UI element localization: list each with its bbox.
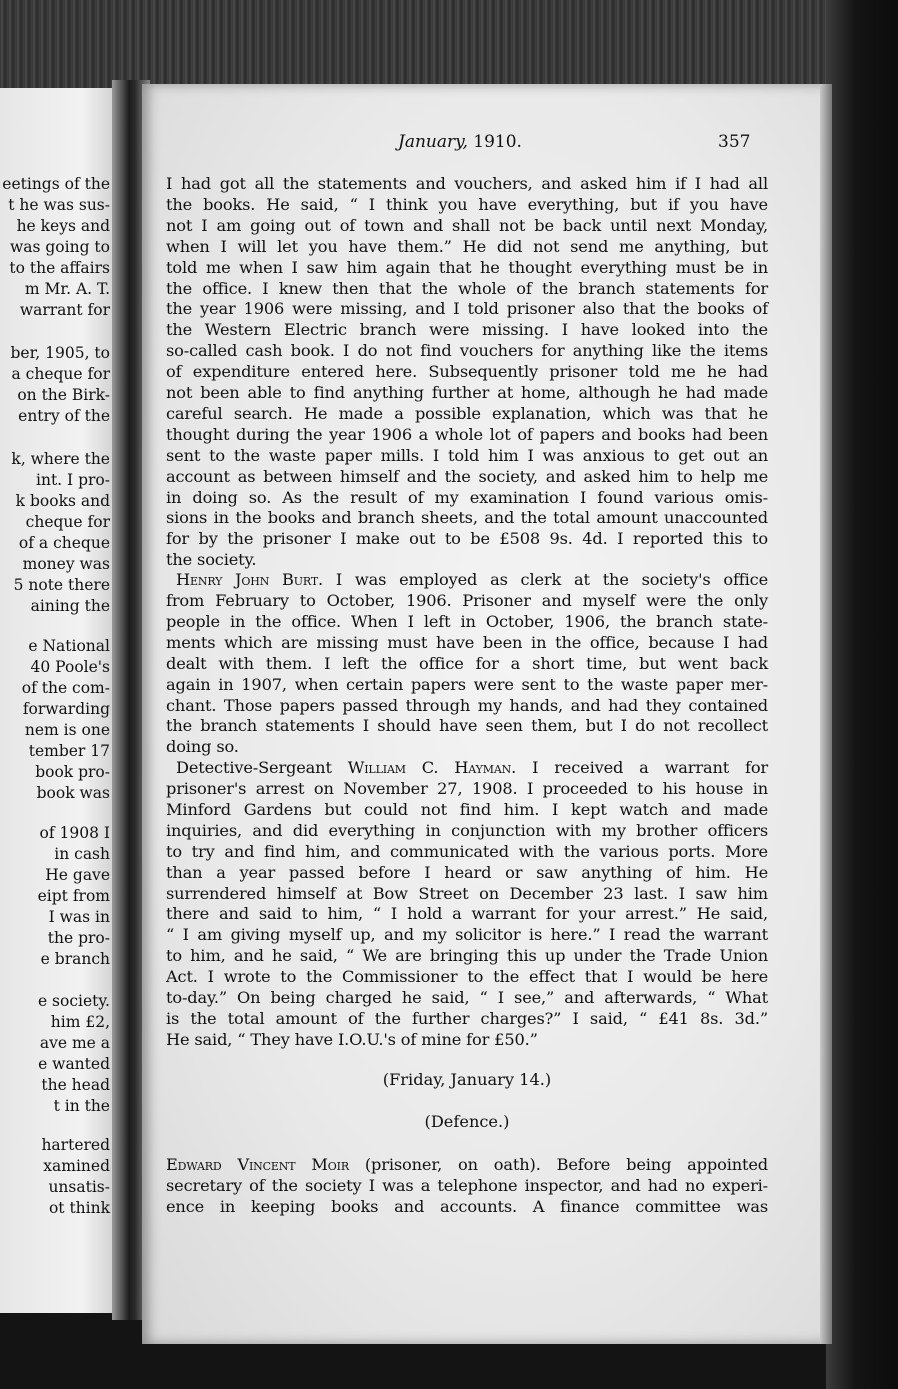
left-page-line: t in the	[53, 1097, 110, 1115]
left-page-line: in cash	[54, 845, 110, 863]
left-page-line: 40 Poole's	[30, 658, 110, 676]
left-page-line: of a cheque	[18, 534, 110, 552]
paragraph-lovett-line: thought during the year 1906 a whole lot of papers and books had been	[166, 424, 768, 444]
left-page-line: eipt from	[37, 887, 110, 905]
paragraph-lovett-line: of expenditure entered here. Subsequently prisoner told me he had	[166, 362, 768, 382]
paragraph-burt-first-line: Henry John Burt. I was employed as clerk at the society's office	[176, 570, 769, 589]
paragraph-lovett-line: I had got all the statements and vouchers, and asked him if I had all	[166, 174, 768, 193]
left-page-line: book pro-	[35, 763, 110, 781]
paragraph-hayman-line: there and said to him, “ I hold a warrant for your arrest.” He said,	[166, 904, 768, 924]
paragraph-lovett-line: account as between himself and the society, and asked him to help me	[166, 466, 768, 486]
paragraph-burt-line: people in the office. When I left in October, 1906, the branch state-	[166, 611, 768, 631]
paragraph-burt-line: doing so.	[166, 737, 239, 757]
left-page-line: k, where the	[11, 450, 110, 468]
paragraph-burt-line: chant. Those papers passed through my hands, and had they contained	[166, 695, 768, 715]
scan-background-right	[826, 0, 898, 1389]
left-page-line: warrant for	[19, 301, 110, 319]
page-edge	[820, 84, 832, 1344]
paragraph-burt-line: the branch statements I should have seen them, but I do not recollect	[166, 716, 768, 736]
left-page-line: entry of the	[18, 407, 110, 425]
paragraph-lovett-line: the year 1906 were missing, and I told prisoner also that the books of	[166, 299, 768, 319]
left-page-line: he keys and	[16, 217, 110, 235]
left-page-line: 5 note there	[13, 576, 110, 594]
paragraph-lovett-line: sions in the books and branch sheets, and the total amount unaccounted	[166, 508, 768, 528]
paragraph-lovett-line: the society.	[166, 550, 257, 570]
left-page-line: e branch	[40, 950, 110, 968]
paragraph-hayman-line: to try and find him, and communicated with the various ports. More	[166, 841, 768, 861]
paragraph-lovett-line: when I will let you have them.” He did not send me anything, but	[166, 236, 768, 256]
paragraph-burt-line: dealt with them. I left the office for a short time, but went back	[166, 653, 768, 673]
paragraph-burt-line: again in 1907, when certain papers were sent to the waste paper mer-	[166, 674, 768, 694]
left-page-line: a cheque for	[11, 365, 110, 383]
left-page-line: forwarding	[22, 700, 110, 718]
paragraph-lovett-line: the books. He said, “ I think you have everything, but if you have	[166, 194, 768, 214]
running-title	[398, 132, 522, 152]
paragraph-moir-line: ence in keeping books and accounts. A finance committee was	[166, 1196, 768, 1216]
left-page-line: He gave	[45, 866, 110, 884]
paragraph-lovett-line: not I am going out of town and shall not be back until next Monday,	[166, 215, 768, 235]
left-page-line: hartered	[41, 1136, 110, 1154]
paragraph-lovett-line: so-called cash book. I do not find vouchers for anything like the items	[166, 341, 768, 361]
speaker-moir: Edward Vincent Moir	[166, 1155, 349, 1174]
left-page-line: book was	[36, 784, 110, 802]
paragraph-lovett-line: in doing so. As the result of my examination I found various omis-	[166, 487, 768, 507]
paragraph-hayman-line: “ I am giving myself up, and my solicitor is here.” I read the warrant	[166, 925, 768, 945]
left-page-line: the head	[41, 1076, 110, 1094]
left-page-line: money was	[22, 555, 110, 573]
left-page-line: nem is one	[24, 721, 110, 739]
paragraph-hayman-line: Minford Gardens but could not find him. I kept watch and made	[166, 799, 768, 819]
running-title-year: 1910.	[473, 132, 522, 152]
left-page-line: ot think	[48, 1199, 110, 1217]
left-page-line: xamined	[43, 1157, 110, 1175]
left-page-line: eetings of the	[2, 175, 110, 193]
paragraph-hayman-line: than a year passed before I heard or saw anything of him. He	[166, 862, 768, 882]
left-page-line: t he was sus-	[8, 196, 110, 214]
left-page-fragment	[0, 88, 118, 1313]
paragraph-hayman-line: to-day.” On being charged he said, “ I see,” and afterwards, “ What	[166, 988, 768, 1007]
paragraph-hayman-line: He said, “ They have I.O.U.'s of mine for £50.”	[166, 1029, 538, 1049]
paragraph-moir-line: secretary of the society I was a telephone inspector, and had no experi-	[166, 1176, 768, 1195]
paragraph-hayman-line: is the total amount of the further charges?” I said, “ £41 8s. 3d.”	[166, 1008, 768, 1028]
left-page-line: was going to	[10, 238, 110, 256]
speaker-hayman: William C. Hayman.	[347, 758, 517, 777]
paragraph-hayman-first-line: Detective-Sergeant William C. Hayman. I received a warrant for	[176, 758, 769, 777]
paragraph-lovett-line: told me when I saw him again that he thought everything must be in	[166, 257, 768, 277]
paragraph-hayman-line: prisoner's arrest on November 27, 1908. I proceeded to his house in	[166, 779, 768, 798]
paragraph-hayman-line: Act. I wrote to the Commissioner to the effect that I would be here	[166, 967, 768, 987]
left-page-line: him £2,	[50, 1013, 110, 1031]
left-page-line: of 1908 I	[39, 824, 110, 842]
paragraph-hayman-line: surrendered himself at Bow Street on December 23 last. I saw him	[166, 883, 768, 903]
paragraph-hayman-line: inquiries, and did everything in conjunction with my brother officers	[166, 820, 768, 840]
left-page-line: ber, 1905, to	[10, 344, 110, 362]
left-page-line: e society.	[37, 992, 110, 1010]
left-page-line: unsatis-	[48, 1178, 110, 1196]
paragraph-lovett-line: the office. I knew then that the whole of the branch statements for	[166, 278, 768, 298]
defence-heading: (Defence.)	[424, 1112, 510, 1131]
paragraph-burt-line: ments which are missing must have been in the office, because I had	[166, 632, 768, 652]
speaker-burt: Henry John Burt.	[176, 570, 324, 589]
left-page-line: k books and	[15, 492, 110, 510]
paragraph-lovett-line: the Western Electric branch were missing. I have looked into the	[166, 320, 768, 340]
left-page-line: the pro-	[47, 929, 110, 947]
date-heading: (Friday, January 14.)	[382, 1070, 552, 1089]
left-page-line: cheque for	[25, 513, 110, 531]
paragraph-burt-line: from February to October, 1906. Prisoner and myself were the only	[166, 591, 768, 610]
left-page-line: of the com-	[21, 679, 110, 697]
page-number: 357	[718, 132, 751, 152]
paragraph-hayman-line: to him, and he said, “ We are bringing this up under the Trade Union	[166, 946, 768, 966]
left-page-line: to the affairs	[9, 259, 110, 277]
left-page-line: aining the	[30, 597, 110, 615]
left-page-line: e wanted	[38, 1055, 110, 1073]
left-page-line: int. I pro-	[36, 471, 110, 489]
left-page-line: ave me a	[39, 1034, 110, 1052]
left-page-line: I was in	[48, 908, 110, 926]
paragraph-lovett-line: careful search. He made a possible explanation, which was that he	[166, 403, 768, 423]
paragraph-lovett-line: not been able to find anything further at home, although he had made	[166, 383, 768, 402]
paragraph-moir-first-line: Edward Vincent Moir (prisoner, on oath). Before being appointed	[166, 1155, 769, 1174]
running-title-month: January,	[398, 132, 468, 152]
paragraph-lovett-line: for by the prisoner I make out to be £508 9s. 4d. I reported this to	[166, 529, 768, 549]
left-page-line: m Mr. A. T.	[24, 280, 110, 298]
left-page-line: e National	[28, 637, 110, 655]
left-page-line: tember 17	[28, 742, 110, 760]
paragraph-lovett-line: sent to the waste paper mills. I told him I was anxious to get out an	[166, 445, 768, 465]
left-page-line: on the Birk-	[17, 386, 110, 404]
